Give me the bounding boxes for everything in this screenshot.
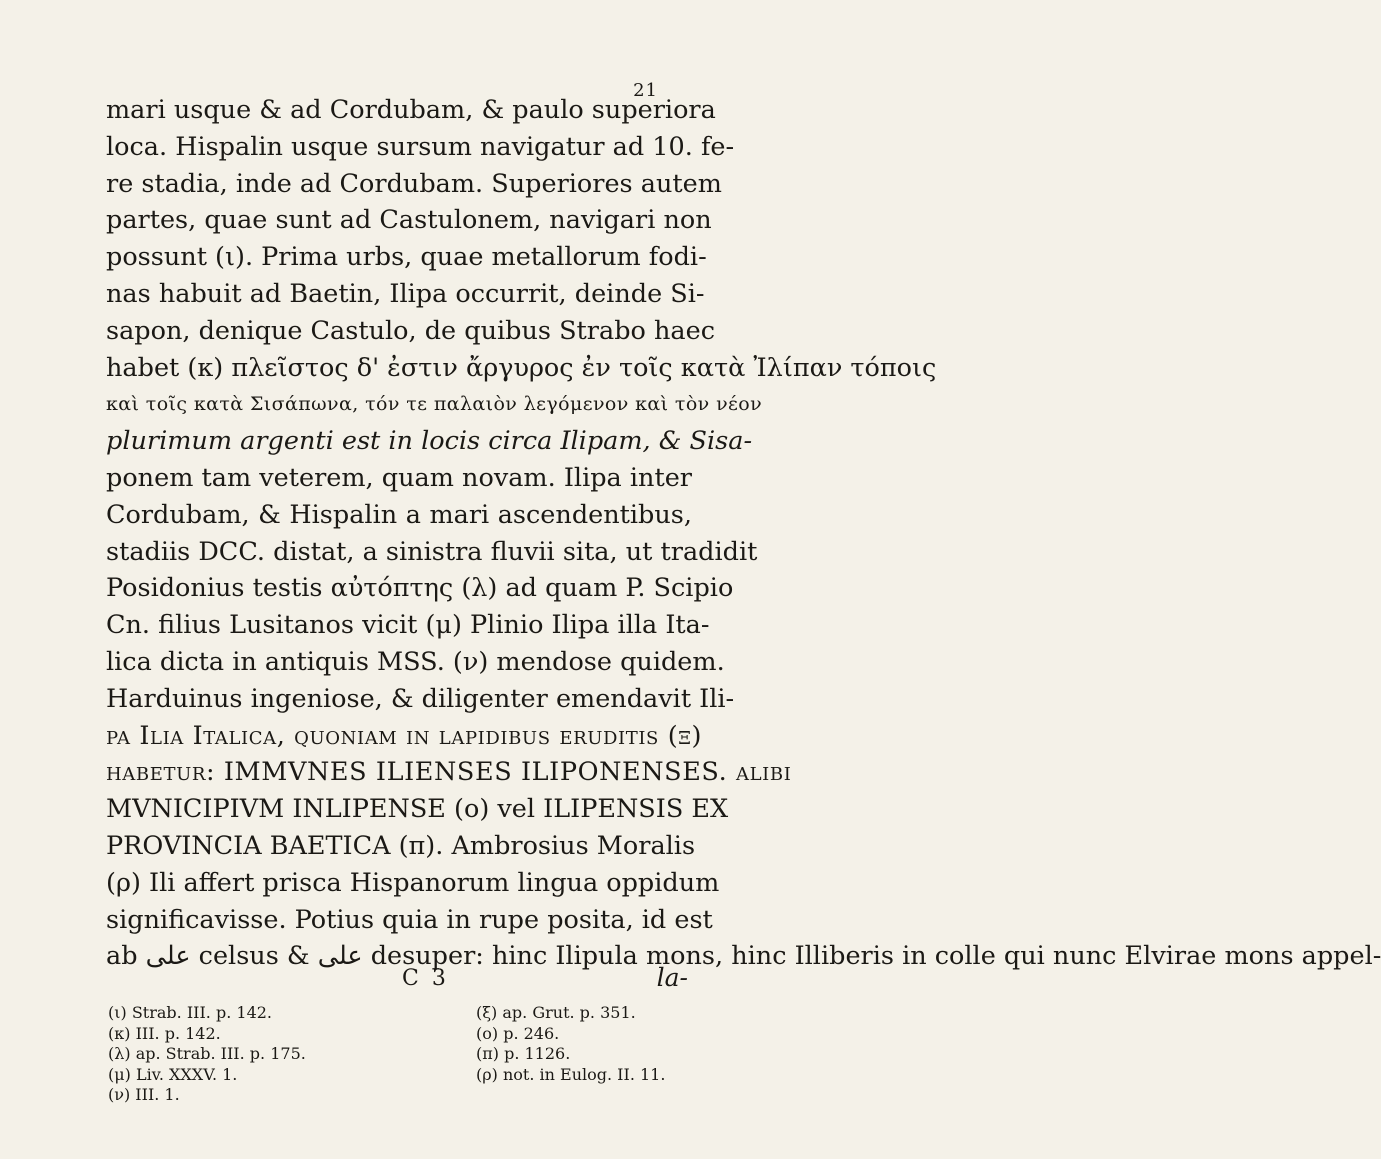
text-line: Harduinus ingeniose, & diligenter emendavit Ili- <box>106 683 735 714</box>
footnote: (ξ) ap. Grut. p. 351. <box>476 1003 636 1022</box>
signature-mark: C 3 <box>402 966 449 991</box>
footnote: (ρ) not. in Eulog. II. 11. <box>476 1064 666 1084</box>
text-line: MVNICIPIVM INLIPENSE (ο) vel ILIPENSIS EX <box>106 794 729 825</box>
text-line: Cordubam, & Hispalin a mari ascendentibus, <box>106 499 692 530</box>
text-line: stadiis DCC. distat, a sinistra fluvii sita, ut tradidit <box>106 536 758 567</box>
footnote: (ν) III. 1. <box>108 1085 180 1104</box>
text-line: partes, quae sunt ad Castulonem, navigari non <box>106 205 712 236</box>
footnotes-left <box>108 1003 408 1106</box>
text-line: Posidonius testis αὐτόπτης (λ) ad quam P. Scipio <box>106 573 734 604</box>
footnote: (π) p. 1126. <box>476 1044 571 1063</box>
text-line: lica dicta in antiquis MSS. (ν) mendose quidem. <box>106 646 725 677</box>
text-line: nas habuit ad Baetin, Ilipa occurrit, deinde Si- <box>106 278 705 309</box>
text-line: habet (κ) πλεῖστος δ' ἐστιν ἄργυρος ἐν τοῖς κατὰ Ἰλίπαν τόποις <box>106 352 937 383</box>
footnote: (ο) p. 246. <box>476 1023 560 1043</box>
main-text <box>106 92 1381 975</box>
text-line: (ρ) Ili affert prisca Hispanorum lingua oppidum <box>106 867 720 898</box>
text-line: pa Ilia Italica, quoniam in lapidibus eruditis (ξ) <box>106 720 703 751</box>
catchword: la- <box>656 963 688 992</box>
footnote: (κ) III. p. 142. <box>108 1023 221 1043</box>
footnote: (μ) Liv. XXXV. 1. <box>108 1064 238 1084</box>
text-line: possunt (ι). Prima urbs, quae metallorum fodi- <box>106 242 707 273</box>
page-number: 21 <box>633 80 658 101</box>
text-line: ponem tam veterem, quam novam. Ilipa inter <box>106 462 692 493</box>
text-line: mari usque & ad Cordubam, & paulo superiora <box>106 95 716 125</box>
text-line: PROVINCIA BAETICA (π). Ambrosius Moralis <box>106 830 696 861</box>
footnote: (ι) Strab. III. p. 142. <box>108 1003 273 1022</box>
text-line: re stadia, inde ad Cordubam. Superiores autem <box>106 168 722 199</box>
footnotes-right <box>476 1003 736 1085</box>
text-line: καὶ τοῖς κατὰ Σισάπωνα, τόν τε παλαιὸν λεγόμενον καὶ τὸν νέον <box>106 393 763 416</box>
text-line: Cn. filius Lusitanos vicit (μ) Plinio Ilipa illa Ita- <box>106 610 710 641</box>
text-line: sapon, denique Castulo, de quibus Strabo haec <box>106 315 715 346</box>
text-line: significavisse. Potius quia in rupe posita, id est <box>106 904 713 935</box>
text-line: plurimum argenti est in locis circa Ilipam, & Sisa- <box>106 426 753 457</box>
text-line: habetur: IMMVNES ILIENSES ILIPONENSES. alibi <box>106 757 792 788</box>
text-line: loca. Hispalin usque sursum navigatur ad 10. fe- <box>106 131 735 162</box>
footnote: (λ) ap. Strab. III. p. 175. <box>108 1044 306 1063</box>
text-line: ab على celsus & على desuper: hinc Ilipula mons, hinc Illiberis in colle qui nunc Elvirae mons appel- <box>106 941 1381 972</box>
